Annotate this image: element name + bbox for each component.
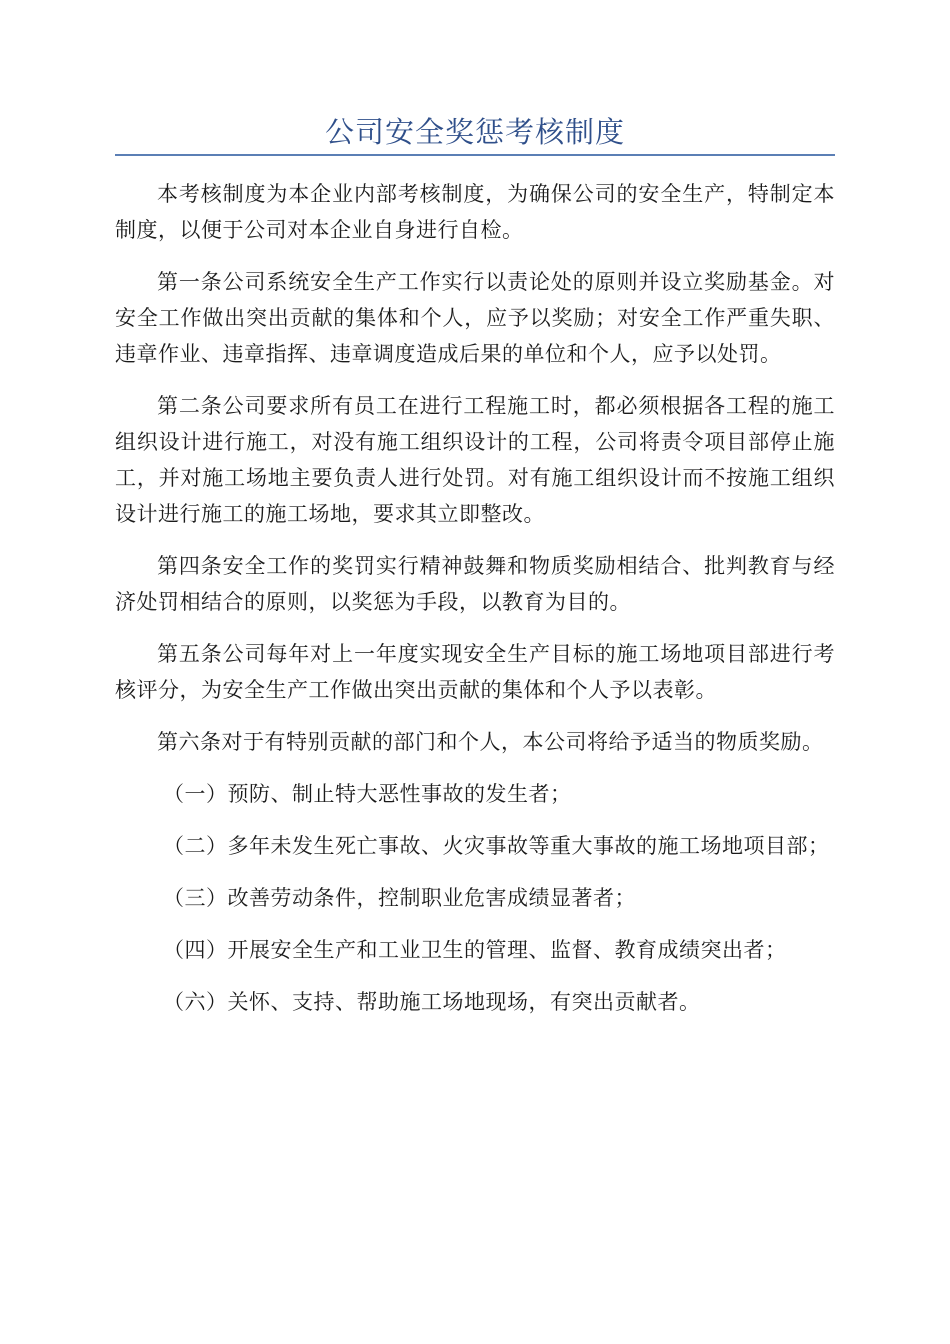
paragraph-article-1: 第一条公司系统安全生产工作实行以责论处的原则并设立奖励基金。对安全工作做出突出贡献的集体和个人，应予以奖励；对安全工作严重失职、违章作业、违章指挥、违章调度造成后果的单位和个人，应予以处罚。: [115, 270, 835, 366]
paragraph-intro: 本考核制度为本企业内部考核制度，为确保公司的安全生产，特制定本制度，以便于公司对本企业自身进行自检。: [115, 182, 835, 242]
paragraph-article-4: 第四条安全工作的奖罚实行精神鼓舞和物质奖励相结合、批判教育与经济处罚相结合的原则，以奖惩为手段，以教育为目的。: [115, 554, 835, 614]
list-item: （二）多年未发生死亡事故、火灾事故等重大事故的施工场地项目部；: [163, 834, 830, 858]
list-item: （一）预防、制止特大恶性事故的发生者；: [163, 782, 572, 806]
paragraph-article-6: 第六条对于有特别贡献的部门和个人，本公司将给予适当的物质奖励。: [157, 730, 824, 754]
list-item: （四）开展安全生产和工业卫生的管理、监督、教育成绩突出者；: [163, 938, 787, 962]
page-title: 公司安全奖惩考核制度: [324, 115, 625, 149]
title-block: [115, 112, 835, 156]
list-item: （六）关怀、支持、帮助施工场地现场，有突出贡献者。: [163, 990, 701, 1014]
document-body: [115, 176, 835, 1036]
list-item: （三）改善劳动条件，控制职业危害成绩显著者；: [163, 886, 636, 910]
paragraph-article-5: 第五条公司每年对上一年度实现安全生产目标的施工场地项目部进行考核评分，为安全生产工作做出突出贡献的集体和个人予以表彰。: [115, 642, 835, 702]
paragraph-article-2: 第二条公司要求所有员工在进行工程施工时，都必须根据各工程的施工组织设计进行施工，对没有施工组织设计的工程，公司将责令项目部停止施工，并对施工场地主要负责人进行处罚。对有施工组织设计而不按施工组织设计进行施工的施工场地，要求其立即整改。: [115, 394, 835, 526]
